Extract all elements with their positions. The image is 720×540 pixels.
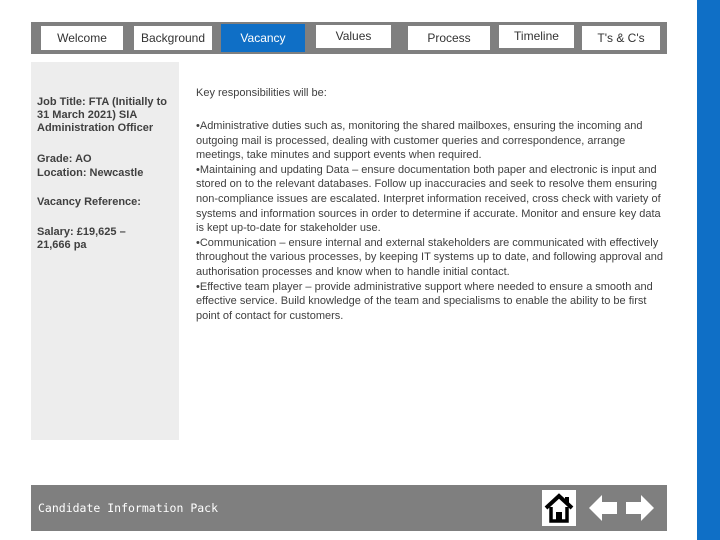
footer-bar [31,485,667,531]
vacancy-reference: Vacancy Reference: [37,196,141,208]
salary: Salary: £19,625 – 21,666 pa [37,226,126,251]
grade: Grade: AO [37,153,92,165]
arrow-left-icon [587,493,619,523]
home-button[interactable] [542,490,576,526]
responsibility-item: •Effective team player – provide administrative support where needed to ensure a smooth and effective service. Build knowledge of the team and specialisms to enable the ability to be first point of contact for customers. [196,280,653,322]
responsibilities-list [196,119,666,323]
tab-background[interactable]: Background [134,26,212,50]
responsibility-item: •Maintaining and updating Data – ensure documentation both paper and electronic is input and stored on to the relevant databases. Follow up inaccuracies and seek to resolve them ensuring non-compliance issues are escalated. Interpret information received, cross check with variety of systems and information sources in order to determine if accurate. Monitor and ensure key data is kept up-to-date for stakeholder use. [196,163,661,235]
footer-label: Candidate Information Pack [38,501,219,515]
responsibility-item: •Communication – ensure internal and external stakeholders are communicated with effectively throughout the various processes, by keeping IT systems up to date, and following approval and authorisation processes and know when to handle initial contact. [196,236,663,278]
previous-button[interactable] [587,493,619,523]
tab-values[interactable]: Values [316,25,391,48]
tab-process[interactable]: Process [408,26,490,50]
responsibilities-intro: Key responsibilities will be: [196,87,327,99]
right-accent-bar [697,0,720,540]
home-icon [542,490,576,526]
responsibility-item: •Administrative duties such as, monitoring the shared mailboxes, ensuring the incoming and outgoing mail is processed, dealing with customer queries and correspondence, arrange meetings, take minutes and support events when required. [196,120,643,162]
tab-timeline[interactable]: Timeline [499,25,574,48]
tab-terms[interactable]: T's & C's [582,26,660,50]
top-nav [31,22,667,54]
location: Location: Newcastle [37,167,144,179]
tab-vacancy[interactable]: Vacancy [221,24,305,52]
arrow-right-icon [624,493,656,523]
job-title: Job Title: FTA (Initially to 31 March 2021) SIA Administration Officer [37,96,167,134]
next-button[interactable] [624,493,656,523]
tab-welcome[interactable]: Welcome [41,26,123,50]
